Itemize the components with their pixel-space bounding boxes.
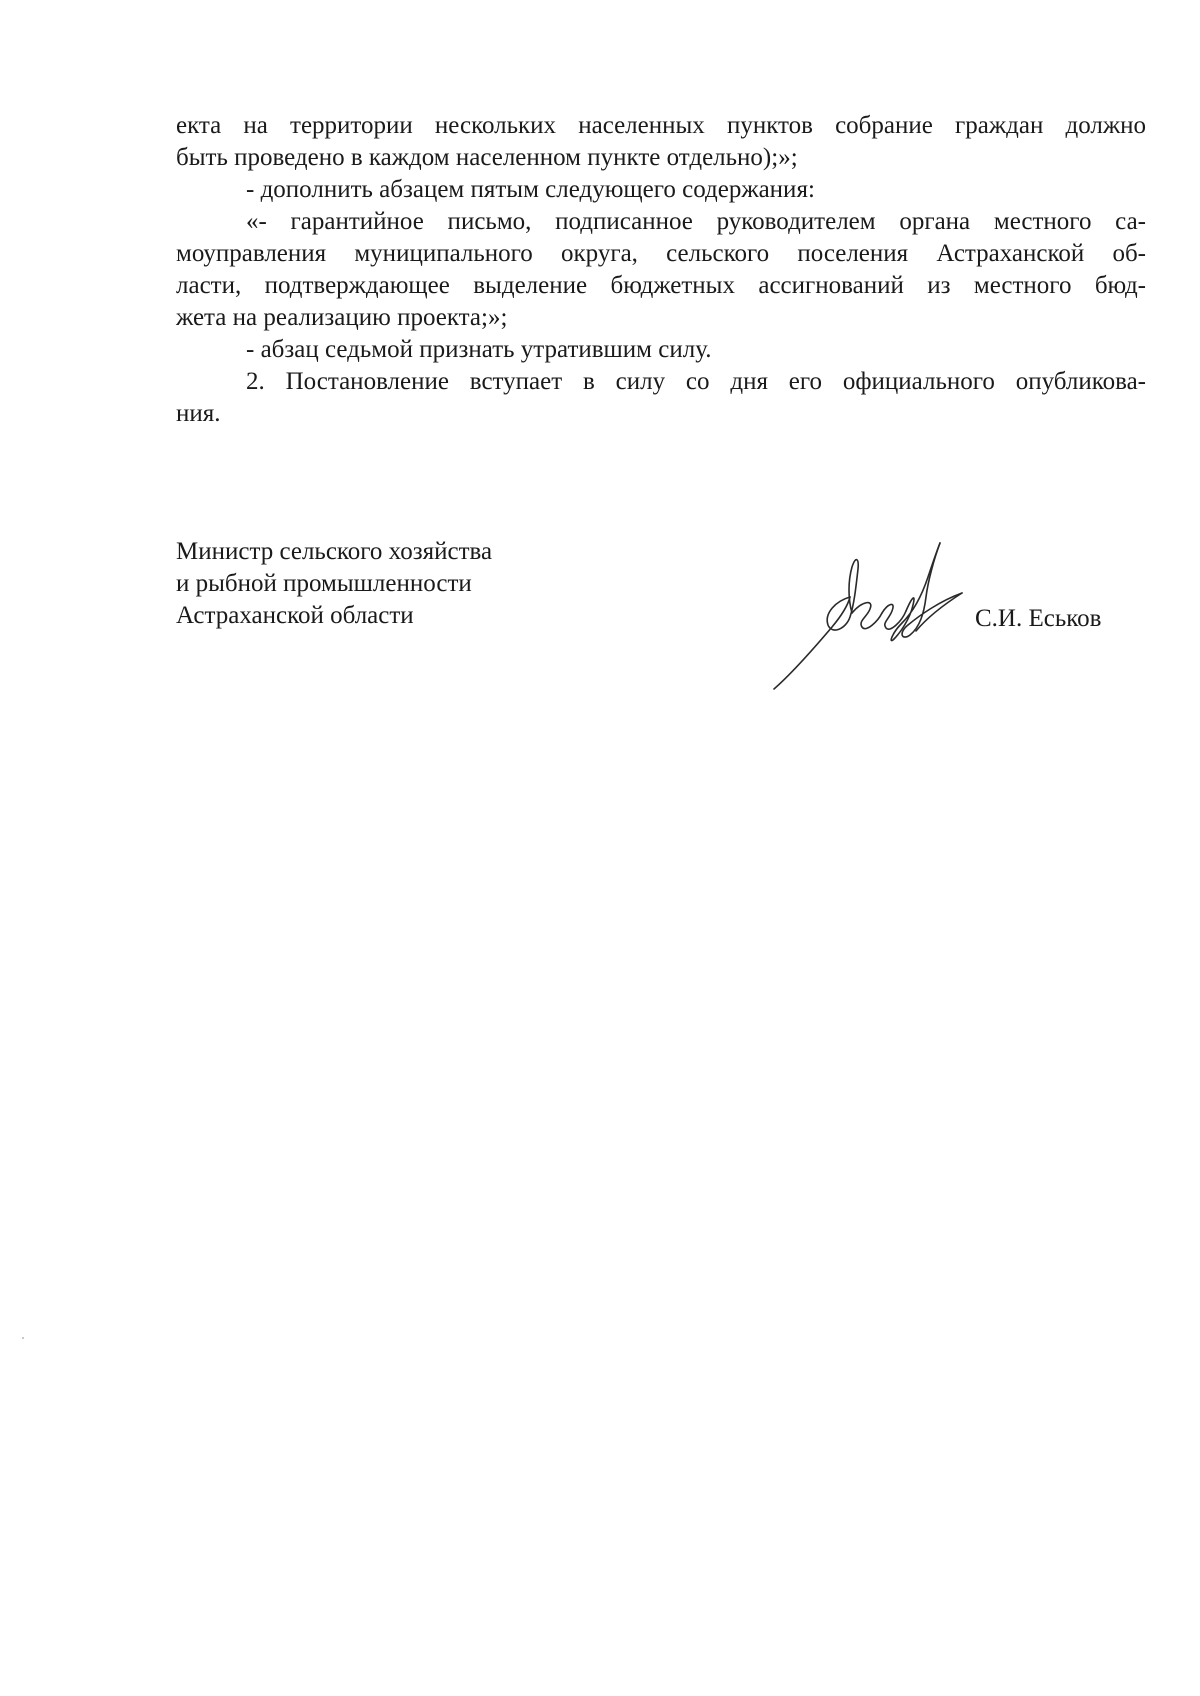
body-line: екта на территории нескольких населенных пунктов собрание граждан должно <box>176 112 1146 139</box>
scan-artifact <box>22 1337 24 1339</box>
body-line: «- гарантийное письмо, подписанное руководителем органа местного са- <box>246 208 1146 235</box>
body-line: ласти, подтверждающее выделение бюджетных ассигнований из местного бюд- <box>176 272 1146 299</box>
position-line: Министр сельского хозяйства <box>176 538 493 565</box>
body-line: жета на реализацию проекта;»; <box>176 304 508 331</box>
body-line: - абзац седьмой признать утратившим силу. <box>246 336 712 363</box>
handwritten-signature-icon <box>770 535 1000 695</box>
position-line: Астраханской области <box>176 602 414 629</box>
body-line: быть проведено в каждом населенном пункте отдельно);»; <box>176 144 798 171</box>
body-line: ния. <box>176 400 221 427</box>
document-body <box>176 110 1146 430</box>
position-line: и рыбной промышленности <box>176 570 472 597</box>
body-line: 2. Постановление вступает в силу со дня его официального опубликова- <box>246 368 1146 395</box>
body-line: моуправления муниципального округа, сельского поселения Астраханской об- <box>176 240 1146 267</box>
body-line: - дополнить абзацем пятым следующего содержания: <box>246 176 815 203</box>
signer-position <box>176 536 492 632</box>
signer-name: С.И. Еськов <box>975 605 1102 632</box>
